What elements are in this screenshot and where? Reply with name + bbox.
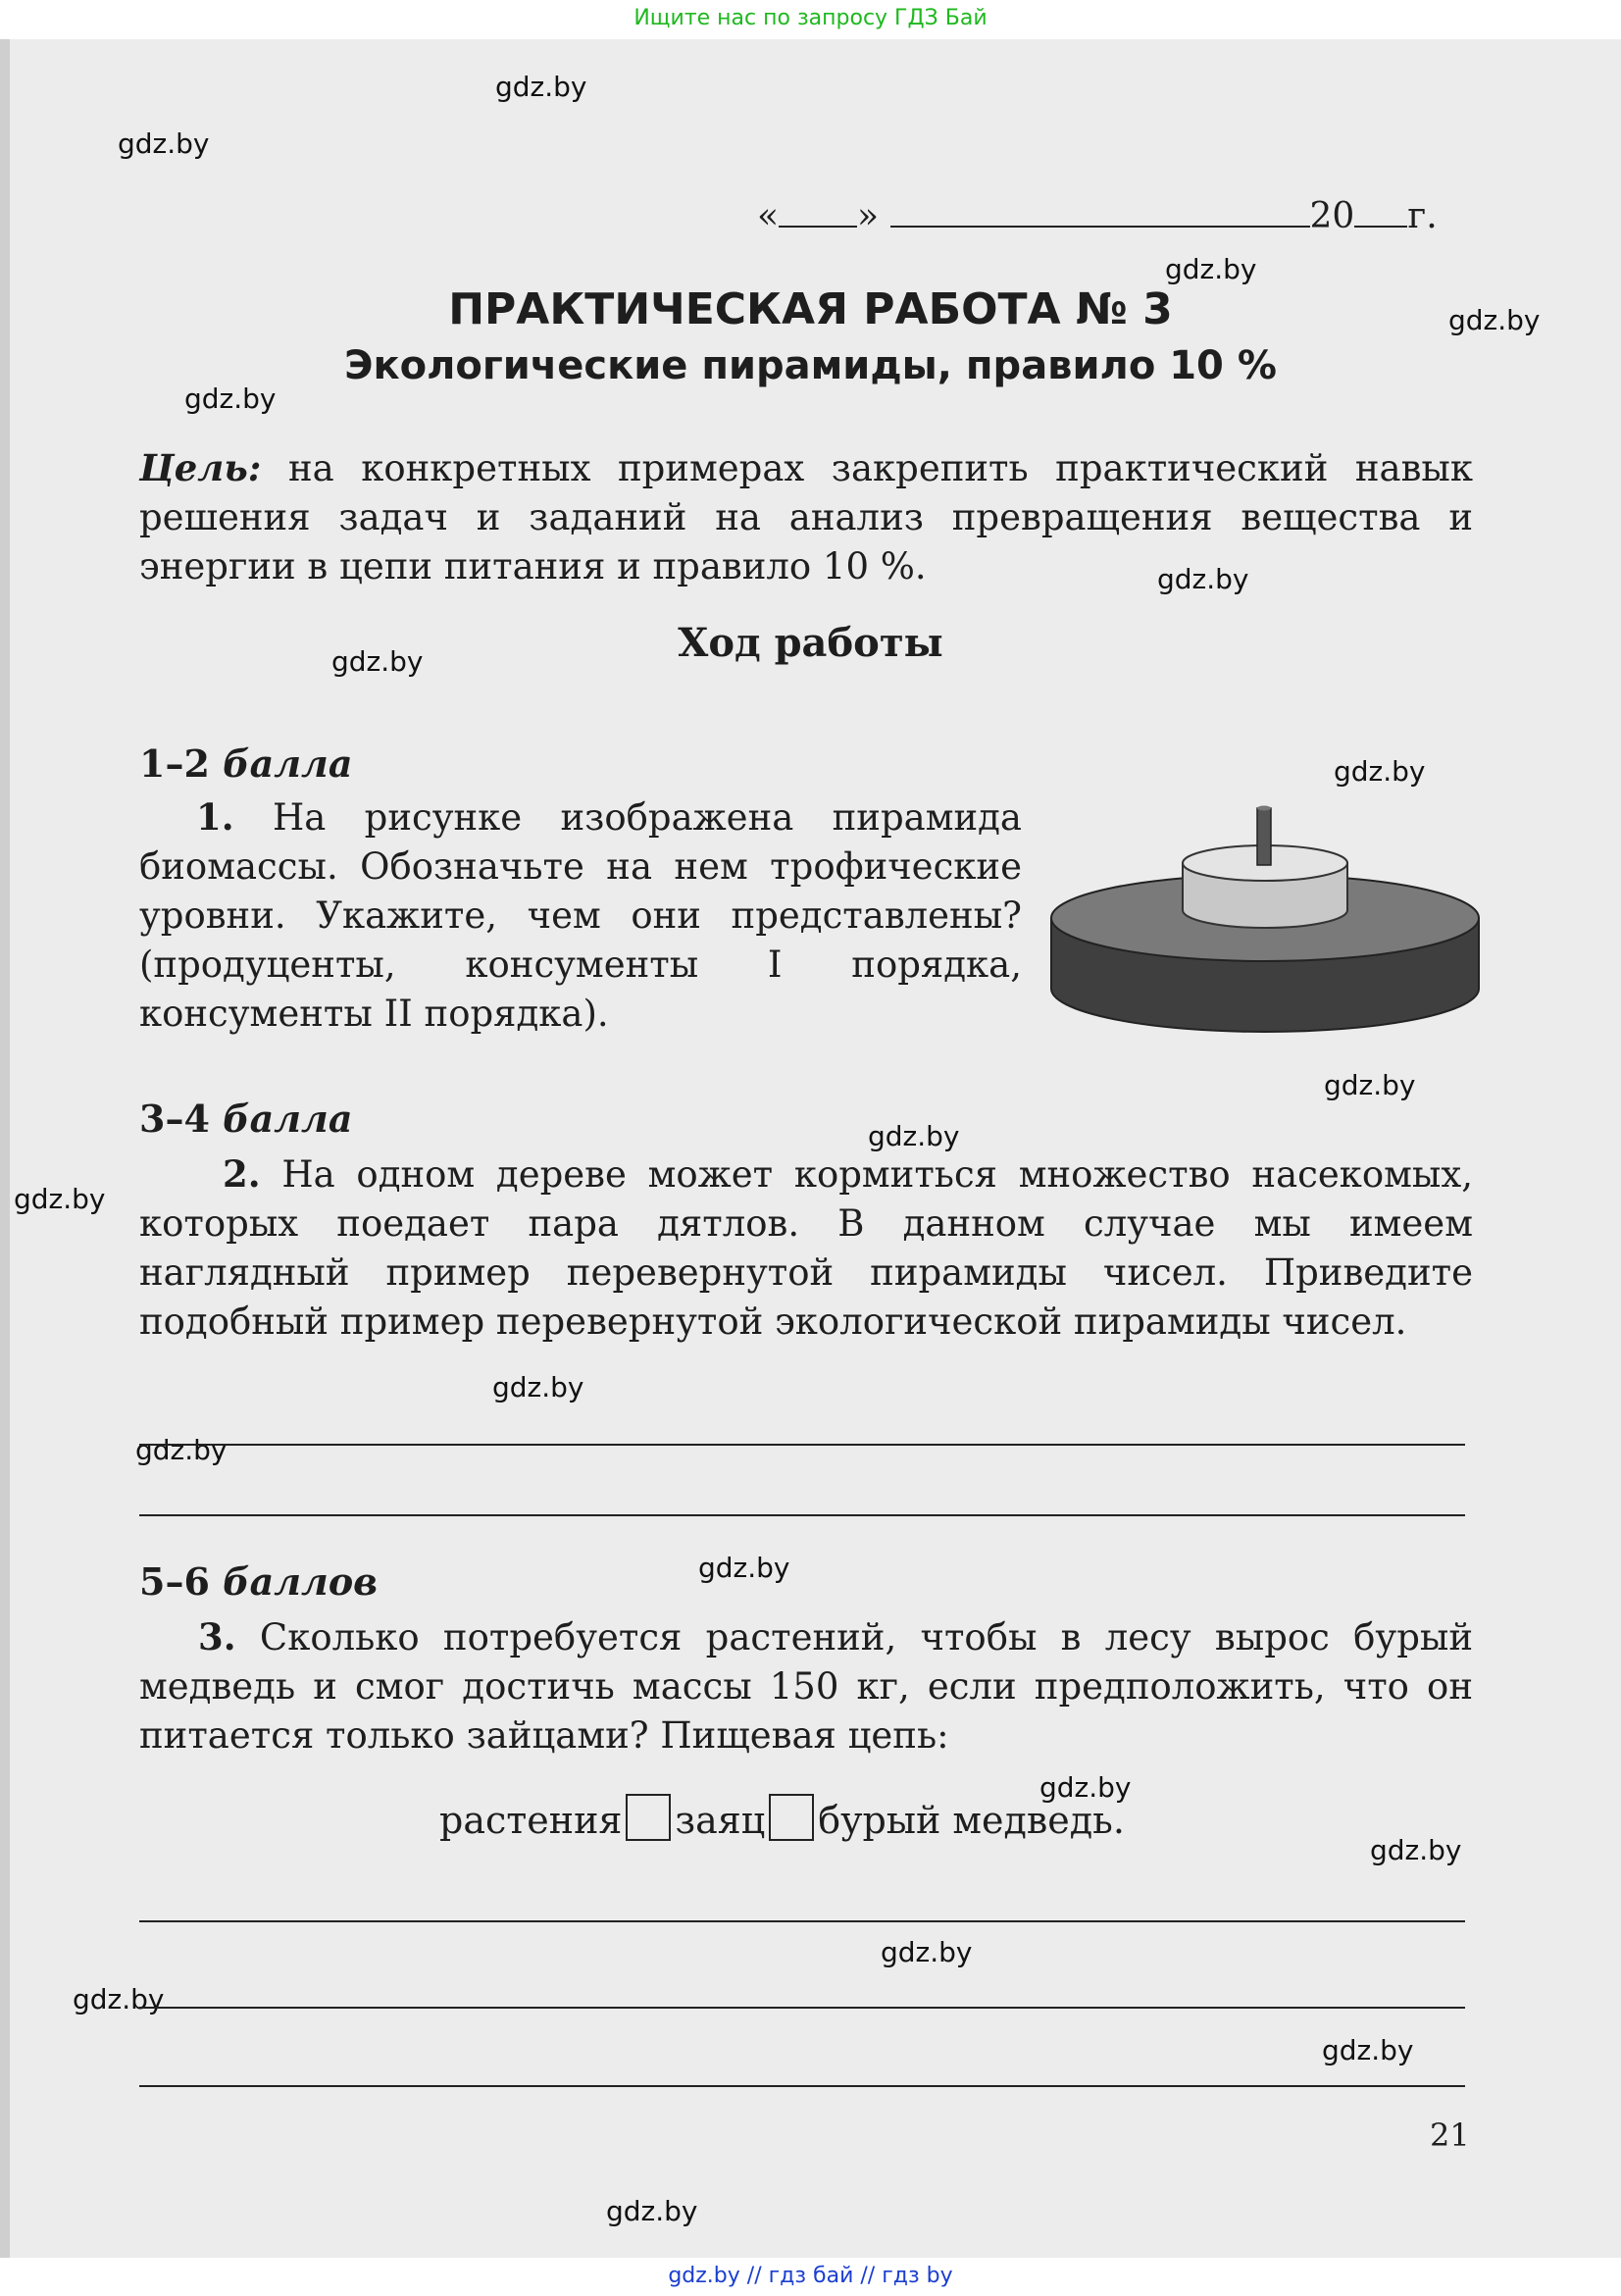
task-3 xyxy=(139,1612,1473,1760)
points-word: баллов xyxy=(223,1559,379,1604)
task-number: 3. xyxy=(198,1615,236,1658)
points-range: 1–2 xyxy=(139,741,210,786)
points-range: 3–4 xyxy=(139,1097,210,1141)
watermark: gdz.by xyxy=(1448,304,1541,336)
task-text: На одном дереве может кормиться множество насекомых, которых поедает пара дятлов. В данном случае мы имеем наглядный пример перевернутой пирамиды чисел. Приведите подобный пример перевернутой экологической пирамиды чисел. xyxy=(139,1153,1474,1343)
goal-label: Цель: xyxy=(139,446,262,489)
page-number: 21 xyxy=(1430,2117,1470,2154)
points-heading-3 xyxy=(139,1559,378,1604)
date-quote-close: » xyxy=(857,196,880,236)
day-blank xyxy=(779,196,857,228)
task-number: 1. xyxy=(196,795,234,839)
answer-line[interactable] xyxy=(139,1514,1465,1516)
food-chain xyxy=(439,1794,1125,1842)
biomass-pyramid-figure xyxy=(1049,804,1481,1040)
answer-line[interactable] xyxy=(139,2007,1465,2009)
date-quote-open: « xyxy=(757,196,780,236)
watermark: gdz.by xyxy=(606,2195,698,2227)
watermark: gdz.by xyxy=(881,1936,973,1968)
food-chain-hare: заяц xyxy=(675,1799,766,1842)
task-text: На рисунке изображена пирамида биомассы. Обозначьте на нем трофические уровни. Укажите, чем они представлены? (продуценты, консументы I порядка, консументы II порядка). xyxy=(139,796,1022,1035)
watermark: gdz.by xyxy=(698,1552,790,1584)
watermark: gdz.by xyxy=(1039,1771,1132,1804)
watermark: gdz.by xyxy=(492,1371,584,1403)
answer-line[interactable] xyxy=(139,1920,1465,1922)
watermark: gdz.by xyxy=(14,1183,106,1215)
year-prefix: 20 xyxy=(1309,196,1355,236)
arrow-box-1[interactable] xyxy=(626,1794,671,1841)
watermark: gdz.by xyxy=(135,1434,228,1466)
goal-text: на конкретных примерах закрепить практический навык решения задач и заданий на анализ превращения вещества и энергии в цепи питания и правило 10 %. xyxy=(139,447,1473,587)
points-heading-2 xyxy=(139,1097,352,1141)
watermark: gdz.by xyxy=(495,71,587,103)
page-title: ПРАКТИЧЕСКАЯ РАБОТА № 3 xyxy=(448,284,1173,334)
year-blank xyxy=(1354,196,1407,228)
watermark: gdz.by xyxy=(118,128,210,160)
food-chain-bear: бурый медведь. xyxy=(818,1799,1125,1842)
watermark: gdz.by xyxy=(1322,2034,1414,2066)
answer-line[interactable] xyxy=(139,1444,1465,1446)
task-1 xyxy=(139,792,1022,1039)
points-word: балла xyxy=(223,741,353,786)
task-number: 2. xyxy=(223,1152,261,1196)
watermark: gdz.by xyxy=(331,645,424,678)
watermark: gdz.by xyxy=(868,1120,960,1152)
top-banner[interactable]: Ищите нас по запросу ГДЗ Бай xyxy=(633,6,988,30)
watermark: gdz.by xyxy=(73,1983,165,2015)
points-heading-1 xyxy=(139,741,352,786)
watermark: gdz.by xyxy=(1157,563,1249,595)
date-suffix: г. xyxy=(1407,196,1438,236)
points-word: балла xyxy=(223,1097,353,1141)
points-range: 5–6 xyxy=(139,1559,210,1604)
watermark: gdz.by xyxy=(1334,755,1426,788)
answer-line[interactable] xyxy=(139,2085,1465,2087)
watermark: gdz.by xyxy=(1165,253,1257,285)
watermark: gdz.by xyxy=(1370,1834,1462,1866)
progress-heading: Ход работы xyxy=(678,620,943,666)
page-subtitle: Экологические пирамиды, правило 10 % xyxy=(344,343,1277,388)
arrow-box-2[interactable] xyxy=(769,1794,814,1841)
task-text: Сколько потребуется растений, чтобы в лесу вырос бурый медведь и смог достичь массы 150 кг, если предположить, что он питается только зайцами? Пищевая цепь: xyxy=(139,1616,1473,1757)
task-2 xyxy=(139,1149,1473,1347)
pyramid-top-tier xyxy=(1257,806,1271,866)
watermark: gdz.by xyxy=(1324,1069,1416,1101)
date-line xyxy=(757,196,1438,236)
food-chain-plants: растения xyxy=(439,1799,623,1842)
goal-paragraph xyxy=(139,443,1473,591)
month-blank xyxy=(890,196,1310,228)
watermark: gdz.by xyxy=(184,383,277,415)
bottom-banner[interactable]: gdz.by // гдз бай // гдз by xyxy=(668,2264,953,2288)
